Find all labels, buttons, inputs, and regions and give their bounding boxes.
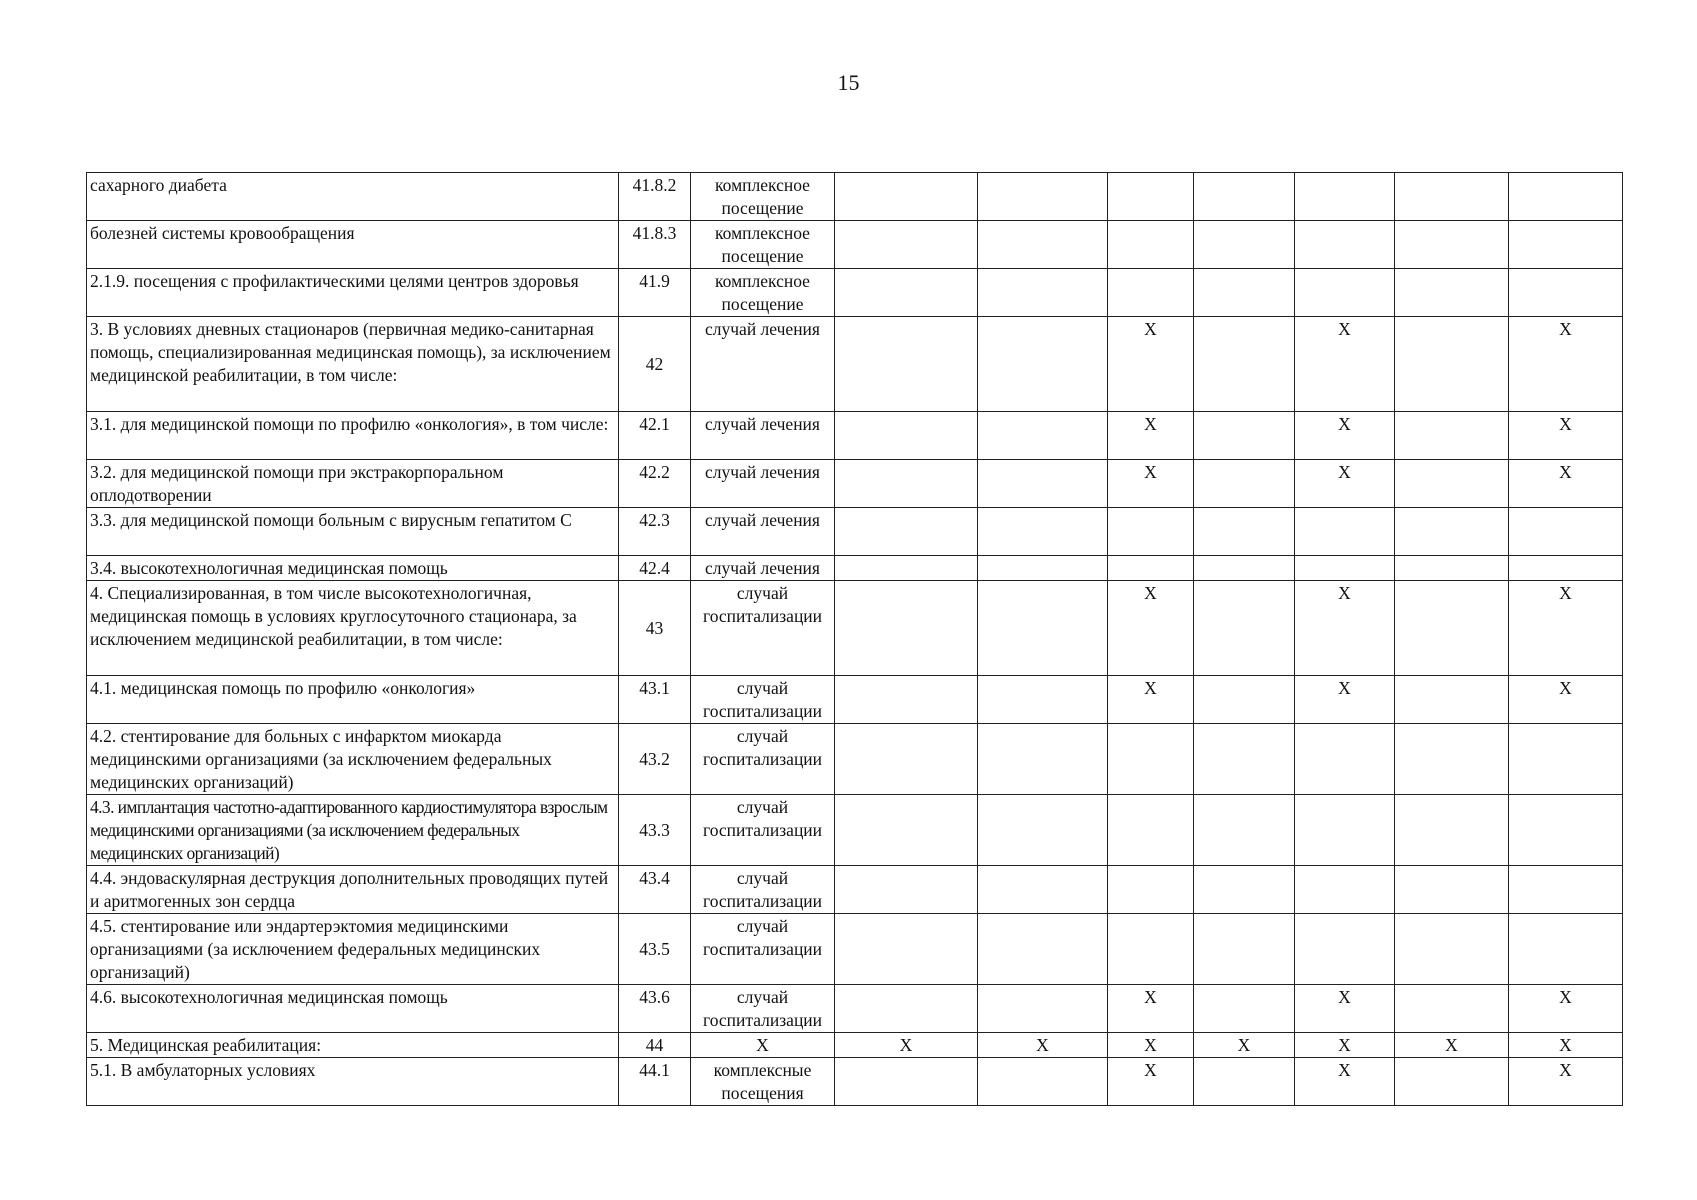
row-code: 43.2 bbox=[619, 724, 691, 795]
row-col-7 bbox=[1194, 914, 1295, 985]
table-row bbox=[87, 269, 1623, 317]
row-col-9 bbox=[1395, 676, 1509, 724]
row-name: болезней системы кровообращения bbox=[87, 221, 619, 269]
row-col-5 bbox=[978, 269, 1108, 317]
row-col-5 bbox=[978, 724, 1108, 795]
row-col-6 bbox=[1108, 556, 1194, 581]
row-col-5 bbox=[978, 317, 1108, 412]
row-code: 42.4 bbox=[619, 556, 691, 581]
row-col-8: Х bbox=[1295, 460, 1395, 508]
row-col-10 bbox=[1509, 556, 1623, 581]
row-col-10: Х bbox=[1509, 985, 1623, 1033]
row-col-4 bbox=[835, 412, 978, 460]
row-col-7 bbox=[1194, 460, 1295, 508]
row-unit: случай лечения bbox=[691, 508, 835, 556]
row-code: 41.8.3 bbox=[619, 221, 691, 269]
data-table bbox=[86, 172, 1623, 1106]
row-code: 43.6 bbox=[619, 985, 691, 1033]
row-col-7 bbox=[1194, 412, 1295, 460]
table-row bbox=[87, 412, 1623, 460]
row-col-6: Х bbox=[1108, 412, 1194, 460]
row-col-4 bbox=[835, 581, 978, 676]
row-col-8 bbox=[1295, 221, 1395, 269]
row-col-5 bbox=[978, 1058, 1108, 1106]
row-col-10: Х bbox=[1509, 412, 1623, 460]
table-row bbox=[87, 317, 1623, 412]
row-col-6 bbox=[1108, 269, 1194, 317]
row-unit: комплексные посещения bbox=[691, 1058, 835, 1106]
row-unit: случай госпитализации bbox=[691, 724, 835, 795]
row-col-7 bbox=[1194, 317, 1295, 412]
row-col-7 bbox=[1194, 795, 1295, 866]
row-unit: случай госпитализации bbox=[691, 581, 835, 676]
table-row bbox=[87, 795, 1623, 866]
table-row bbox=[87, 556, 1623, 581]
row-col-9 bbox=[1395, 795, 1509, 866]
row-col-8: Х bbox=[1295, 1058, 1395, 1106]
row-code: 42 bbox=[619, 317, 691, 412]
row-code: 43.5 bbox=[619, 914, 691, 985]
row-col-8: Х bbox=[1295, 412, 1395, 460]
row-col-4 bbox=[835, 866, 978, 914]
row-col-8 bbox=[1295, 866, 1395, 914]
table-row bbox=[87, 460, 1623, 508]
row-name: 4.1. медицинская помощь по профилю «онкология» bbox=[87, 676, 619, 724]
table-row bbox=[87, 866, 1623, 914]
row-unit: случай госпитализации bbox=[691, 795, 835, 866]
row-col-10: Х bbox=[1509, 460, 1623, 508]
table-row bbox=[87, 676, 1623, 724]
row-col-10 bbox=[1509, 914, 1623, 985]
row-col-7 bbox=[1194, 221, 1295, 269]
row-col-9 bbox=[1395, 221, 1509, 269]
table-row bbox=[87, 1033, 1623, 1058]
row-name: 4.2. стентирование для больных с инфарктом миокарда медицинскими организациями (за исключением федеральных медицинских организаций) bbox=[87, 724, 619, 795]
row-name: 2.1.9. посещения с профилактическими целями центров здоровья bbox=[87, 269, 619, 317]
row-col-6: Х bbox=[1108, 581, 1194, 676]
row-col-9 bbox=[1395, 460, 1509, 508]
table-row bbox=[87, 508, 1623, 556]
row-col-6 bbox=[1108, 914, 1194, 985]
row-col-5 bbox=[978, 412, 1108, 460]
row-col-7 bbox=[1194, 556, 1295, 581]
row-col-10: Х bbox=[1509, 581, 1623, 676]
row-col-9 bbox=[1395, 581, 1509, 676]
row-col-8 bbox=[1295, 556, 1395, 581]
table-row bbox=[87, 985, 1623, 1033]
row-col-4 bbox=[835, 556, 978, 581]
row-col-5 bbox=[978, 676, 1108, 724]
row-name: 5. Медицинская реабилитация: bbox=[87, 1033, 619, 1058]
row-col-8 bbox=[1295, 914, 1395, 985]
row-unit: случай госпитализации bbox=[691, 866, 835, 914]
row-col-6 bbox=[1108, 221, 1194, 269]
row-code: 44.1 bbox=[619, 1058, 691, 1106]
row-col-7 bbox=[1194, 269, 1295, 317]
row-col-8: Х bbox=[1295, 676, 1395, 724]
table-row bbox=[87, 173, 1623, 221]
row-col-5 bbox=[978, 581, 1108, 676]
row-col-4 bbox=[835, 676, 978, 724]
row-col-10 bbox=[1509, 221, 1623, 269]
row-col-9 bbox=[1395, 556, 1509, 581]
row-name: 3.3. для медицинской помощи больным с вирусным гепатитом С bbox=[87, 508, 619, 556]
row-col-8: Х bbox=[1295, 1033, 1395, 1058]
row-col-6 bbox=[1108, 508, 1194, 556]
row-name: 4.4. эндоваскулярная деструкция дополнительных проводящих путей и аритмогенных зон сердца bbox=[87, 866, 619, 914]
row-col-7 bbox=[1194, 508, 1295, 556]
row-col-10: Х bbox=[1509, 1058, 1623, 1106]
page-number: 15 bbox=[837, 70, 860, 95]
row-col-4 bbox=[835, 269, 978, 317]
row-col-4: Х bbox=[835, 1033, 978, 1058]
row-col-6 bbox=[1108, 724, 1194, 795]
row-code: 44 bbox=[619, 1033, 691, 1058]
row-col-6: Х bbox=[1108, 460, 1194, 508]
row-col-5: Х bbox=[978, 1033, 1108, 1058]
row-name: сахарного диабета bbox=[87, 173, 619, 221]
row-col-6: Х bbox=[1108, 317, 1194, 412]
row-unit: случай госпитализации bbox=[691, 676, 835, 724]
row-name: 3.2. для медицинской помощи при экстракорпоральном оплодотворении bbox=[87, 460, 619, 508]
row-col-9: Х bbox=[1395, 1033, 1509, 1058]
row-code: 43.3 bbox=[619, 795, 691, 866]
row-col-6: Х bbox=[1108, 1033, 1194, 1058]
row-col-7 bbox=[1194, 676, 1295, 724]
row-col-10: Х bbox=[1509, 676, 1623, 724]
row-col-5 bbox=[978, 795, 1108, 866]
row-name: 4.6. высокотехнологичная медицинская помощь bbox=[87, 985, 619, 1033]
row-col-9 bbox=[1395, 412, 1509, 460]
row-col-7 bbox=[1194, 1058, 1295, 1106]
row-col-4 bbox=[835, 317, 978, 412]
row-col-4 bbox=[835, 795, 978, 866]
row-col-9 bbox=[1395, 985, 1509, 1033]
row-unit: случай лечения bbox=[691, 317, 835, 412]
row-unit: случай лечения bbox=[691, 412, 835, 460]
row-col-10 bbox=[1509, 866, 1623, 914]
row-col-6: Х bbox=[1108, 1058, 1194, 1106]
row-col-10 bbox=[1509, 508, 1623, 556]
row-col-6 bbox=[1108, 795, 1194, 866]
row-col-7 bbox=[1194, 581, 1295, 676]
row-unit: случай лечения bbox=[691, 556, 835, 581]
row-name: 4.5. стентирование или эндартерэктомия медицинскими организациями (за исключением федеральных медицинских организаций) bbox=[87, 914, 619, 985]
row-col-5 bbox=[978, 866, 1108, 914]
row-col-10: Х bbox=[1509, 1033, 1623, 1058]
row-code: 42.1 bbox=[619, 412, 691, 460]
row-unit: случай госпитализации bbox=[691, 985, 835, 1033]
row-col-9 bbox=[1395, 1058, 1509, 1106]
row-col-6: Х bbox=[1108, 985, 1194, 1033]
row-code: 42.2 bbox=[619, 460, 691, 508]
row-unit: случай лечения bbox=[691, 460, 835, 508]
row-col-8 bbox=[1295, 173, 1395, 221]
table-row bbox=[87, 724, 1623, 795]
row-unit: комплексное посещение bbox=[691, 173, 835, 221]
row-code: 42.3 bbox=[619, 508, 691, 556]
row-col-7 bbox=[1194, 724, 1295, 795]
row-code: 43.4 bbox=[619, 866, 691, 914]
row-col-4 bbox=[835, 724, 978, 795]
row-col-6 bbox=[1108, 866, 1194, 914]
table-row bbox=[87, 581, 1623, 676]
row-col-5 bbox=[978, 914, 1108, 985]
row-col-4 bbox=[835, 508, 978, 556]
row-col-4 bbox=[835, 173, 978, 221]
row-unit: Х bbox=[691, 1033, 835, 1058]
row-name: 3.1. для медицинской помощи по профилю «онкология», в том числе: bbox=[87, 412, 619, 460]
row-col-4 bbox=[835, 985, 978, 1033]
row-col-4 bbox=[835, 460, 978, 508]
row-col-10 bbox=[1509, 173, 1623, 221]
row-col-10: Х bbox=[1509, 317, 1623, 412]
row-name: 3.4. высокотехнологичная медицинская помощь bbox=[87, 556, 619, 581]
row-name: 5.1. В амбулаторных условиях bbox=[87, 1058, 619, 1106]
table-row bbox=[87, 1058, 1623, 1106]
row-col-10 bbox=[1509, 795, 1623, 866]
row-col-8: Х bbox=[1295, 317, 1395, 412]
row-unit: комплексное посещение bbox=[691, 269, 835, 317]
row-unit: комплексное посещение bbox=[691, 221, 835, 269]
row-col-9 bbox=[1395, 914, 1509, 985]
row-col-10 bbox=[1509, 724, 1623, 795]
row-code: 43.1 bbox=[619, 676, 691, 724]
row-col-9 bbox=[1395, 724, 1509, 795]
row-unit: случай госпитализации bbox=[691, 914, 835, 985]
row-code: 41.9 bbox=[619, 269, 691, 317]
row-col-8: Х bbox=[1295, 985, 1395, 1033]
row-name: 3. В условиях дневных стационаров (первичная медико-санитарная помощь, специализированная медицинская помощь), за исключением медицинской реабилитации, в том числе: bbox=[87, 317, 619, 412]
row-col-5 bbox=[978, 508, 1108, 556]
row-col-8 bbox=[1295, 795, 1395, 866]
row-col-7 bbox=[1194, 866, 1295, 914]
row-code: 43 bbox=[619, 581, 691, 676]
row-code: 41.8.2 bbox=[619, 173, 691, 221]
row-col-7 bbox=[1194, 985, 1295, 1033]
row-col-7: Х bbox=[1194, 1033, 1295, 1058]
row-col-9 bbox=[1395, 173, 1509, 221]
row-col-8 bbox=[1295, 724, 1395, 795]
row-col-5 bbox=[978, 556, 1108, 581]
row-col-5 bbox=[978, 460, 1108, 508]
row-col-9 bbox=[1395, 269, 1509, 317]
row-col-4 bbox=[835, 914, 978, 985]
row-col-10 bbox=[1509, 269, 1623, 317]
row-col-5 bbox=[978, 173, 1108, 221]
row-col-9 bbox=[1395, 317, 1509, 412]
row-col-8 bbox=[1295, 508, 1395, 556]
table-row bbox=[87, 914, 1623, 985]
row-col-9 bbox=[1395, 508, 1509, 556]
row-col-7 bbox=[1194, 173, 1295, 221]
row-col-8 bbox=[1295, 269, 1395, 317]
row-col-5 bbox=[978, 985, 1108, 1033]
row-name: 4.3. имплантация частотно-адаптированного кардиостимулятора взрослым медицинскими организациями (за исключением федеральных медицинских организаций) bbox=[87, 795, 619, 866]
table-row bbox=[87, 221, 1623, 269]
row-col-6: Х bbox=[1108, 676, 1194, 724]
row-name: 4. Специализированная, в том числе высокотехнологичная, медицинская помощь в условиях круглосуточного стационара, за исключением медицинской реабилитации, в том числе: bbox=[87, 581, 619, 676]
row-col-8: Х bbox=[1295, 581, 1395, 676]
row-col-9 bbox=[1395, 866, 1509, 914]
row-col-4 bbox=[835, 221, 978, 269]
row-col-4 bbox=[835, 1058, 978, 1106]
row-col-5 bbox=[978, 221, 1108, 269]
row-col-6 bbox=[1108, 173, 1194, 221]
